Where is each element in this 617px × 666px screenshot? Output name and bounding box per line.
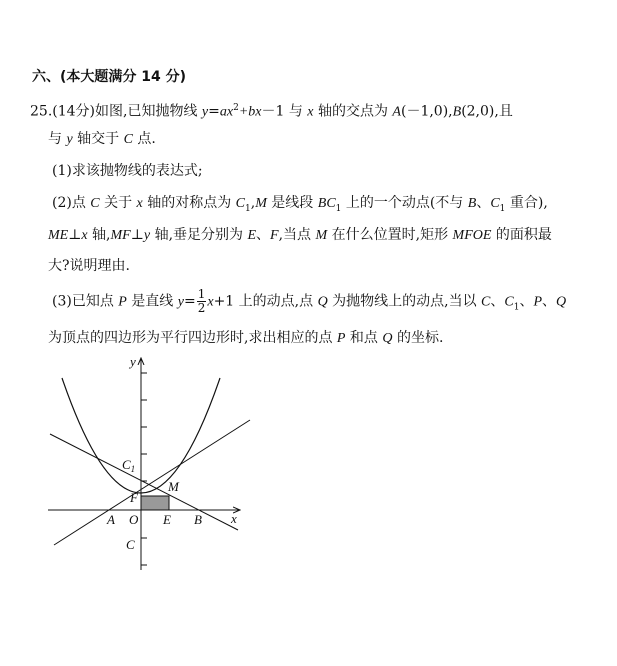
label-f: F bbox=[130, 490, 138, 505]
label-c1: $C_1$ bbox=[122, 457, 136, 474]
y-ticks bbox=[141, 373, 147, 565]
label-a: A bbox=[107, 512, 115, 527]
label-o: O bbox=[129, 512, 139, 527]
question-2-line-3: 大?说明理由. bbox=[48, 258, 130, 274]
parabola-figure bbox=[40, 350, 260, 580]
rectangle-mfoe bbox=[141, 496, 169, 510]
line-c1-b bbox=[50, 434, 238, 530]
question-2-line-2: ME⊥x 轴,MF⊥y 轴,垂足分别为 E、F,当点 M 在什么位置时,矩形 MFOE 的面积最 bbox=[48, 227, 552, 243]
problem-line-1: 25.(14分)如图,已知抛物线 $y=ax^2+bx-1$ 与 x 轴的交点为 A(－1,0),B(2,0),且 bbox=[30, 103, 513, 120]
label-m: M bbox=[168, 479, 179, 494]
label-e: E bbox=[163, 512, 171, 527]
fraction-one-half: $\frac{1}{2}$ bbox=[197, 287, 206, 315]
question-1: (1)求该抛物线的表达式; bbox=[52, 163, 203, 179]
label-c: C bbox=[126, 537, 135, 552]
section-title: 六、(本大题满分 14 分) bbox=[32, 69, 187, 85]
label-b: B bbox=[194, 512, 202, 527]
question-3-line-2: 为顶点的四边形为平行四边形时,求出相应的点 P 和点 Q 的坐标. bbox=[48, 330, 444, 346]
label-x: x bbox=[231, 511, 237, 526]
line-p-c1 bbox=[54, 420, 250, 545]
question-2-line-1: (2)点 C 关于 x 轴的对称点为 $C_1,M$ 是线段 $BC_1$ 上的一个动点(不与 B、$C_1$ 重合), bbox=[52, 195, 548, 214]
question-3-line-1: (3)已知点 P 是直线 y= $\frac{1}{2}$ x+1 上的动点,点 Q 为抛物线上的动点,当以 C、$C_1$、P、Q bbox=[52, 287, 567, 315]
label-y: y bbox=[130, 354, 136, 369]
problem-line-2: 与 y 轴交于 C 点. bbox=[48, 131, 156, 147]
